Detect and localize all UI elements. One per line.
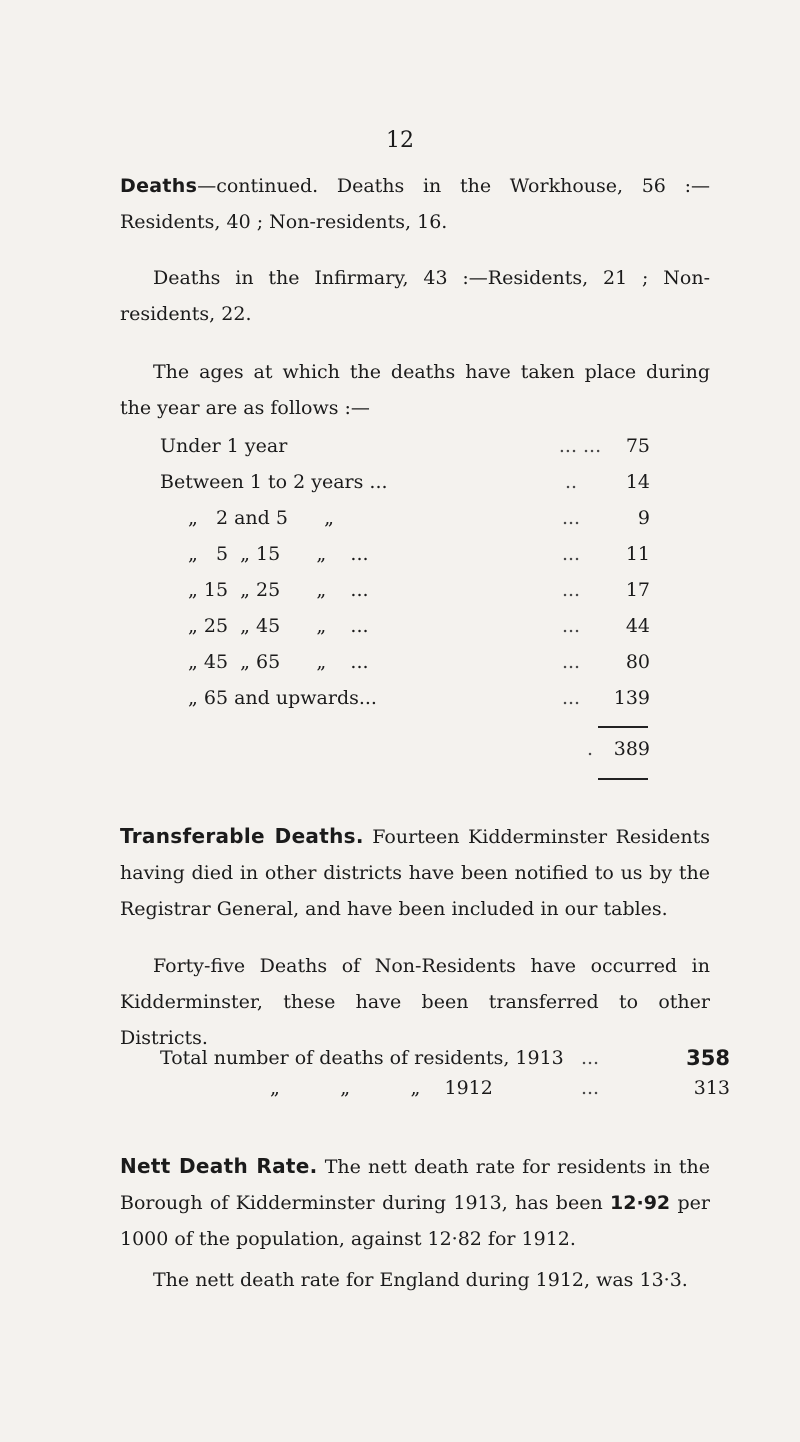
age-label: „ 5 „ 15 „ ... — [188, 543, 369, 565]
leader-dots: ... — [561, 543, 581, 565]
leader-dots: ... — [561, 507, 581, 529]
paragraph-transferable-deaths — [120, 818, 710, 927]
leader-dots: ... — [561, 579, 581, 601]
age-row — [160, 572, 650, 608]
paragraph-text: Forty-five Deaths of Non-Residents have occurred in Kidderminster, these have been transferred to other Districts. — [120, 955, 710, 1049]
age-row — [160, 428, 650, 464]
age-label: „ 65 and upwards... — [188, 687, 377, 709]
leader-dots: .. — [564, 471, 578, 493]
total-value: 358 — [686, 1046, 730, 1070]
age-count: 44 — [625, 615, 650, 637]
age-count: 9 — [637, 507, 650, 529]
paragraph-text: The ages at which the deaths have taken place during the year are as follows :— — [120, 361, 710, 419]
age-label: „ 25 „ 45 „ ... — [188, 615, 369, 637]
age-row — [160, 608, 650, 644]
age-count: 75 — [625, 435, 650, 457]
total-label: Total number of deaths of residents, 1913 — [160, 1047, 564, 1069]
age-count: 14 — [625, 471, 650, 493]
age-count: 139 — [613, 687, 650, 709]
paragraph-nett-death-rate — [120, 1148, 710, 1257]
total-row-1912 — [160, 1070, 730, 1106]
age-label: „ 2 and 5 „ — [188, 507, 335, 529]
leader-dots: ... — [561, 651, 581, 673]
paragraph-workhouse-deaths — [120, 168, 710, 240]
age-row — [160, 500, 650, 536]
page-number: 12 — [386, 128, 414, 153]
age-label: „ 45 „ 65 „ ... — [188, 651, 369, 673]
section-heading-deaths: Deaths — [120, 175, 198, 197]
paragraph-text: The nett death rate for residents in the Borough of Kidderminster during 1913, has been — [120, 1156, 710, 1214]
leader-dots: ... — [561, 687, 581, 709]
age-label: Under 1 year — [160, 435, 288, 457]
leader-dots: . — [586, 738, 594, 760]
paragraph-text: Deaths in the Infirmary, 43 :—Residents, 21 ; Non-residents, 22. — [120, 267, 710, 325]
age-row — [160, 464, 650, 500]
total-value: 313 — [693, 1077, 730, 1099]
paragraph-infirmary-deaths — [120, 260, 710, 332]
sum-rule-bottom — [598, 778, 648, 780]
age-row — [160, 644, 650, 680]
leader-dots: ... — [580, 1047, 600, 1069]
paragraph-text: —continued. Deaths in the Workhouse, 56 :— Residents, 40 ; Non-residents, 16. — [120, 175, 710, 233]
age-row — [160, 680, 650, 716]
paragraph-text: Fourteen Kidderminster Residents having died in other districts have been notified to us by the Registrar General, and have been included in our tables. — [120, 826, 710, 920]
death-rate-value: 12·92 — [610, 1192, 671, 1214]
total-label: „ „ „ 1912 — [270, 1077, 493, 1099]
age-total-row — [160, 731, 650, 767]
paragraph-england-rate — [120, 1262, 710, 1298]
age-label: „ 15 „ 25 „ ... — [188, 579, 369, 601]
section-heading-nett-rate: Nett Death Rate. — [120, 1154, 318, 1178]
age-total: 389 — [613, 738, 650, 760]
age-count: 11 — [625, 543, 650, 565]
age-count: 80 — [625, 651, 650, 673]
paragraph-text: The nett death rate for England during 1912, was 13·3. — [153, 1269, 688, 1291]
leader-dots: ... — [580, 1077, 600, 1099]
age-count: 17 — [625, 579, 650, 601]
age-label: Between 1 to 2 years ... — [160, 471, 388, 493]
paragraph-ages-intro — [120, 354, 710, 426]
leader-dots: ... — [561, 615, 581, 637]
section-heading-transferable: Transferable Deaths. — [120, 824, 364, 848]
sum-rule-top — [598, 726, 648, 728]
leader-dots: ... ... — [558, 435, 602, 457]
paragraph-text: per 1000 of the population, against 12·82 for 1912. — [120, 1192, 711, 1250]
age-row — [160, 536, 650, 572]
